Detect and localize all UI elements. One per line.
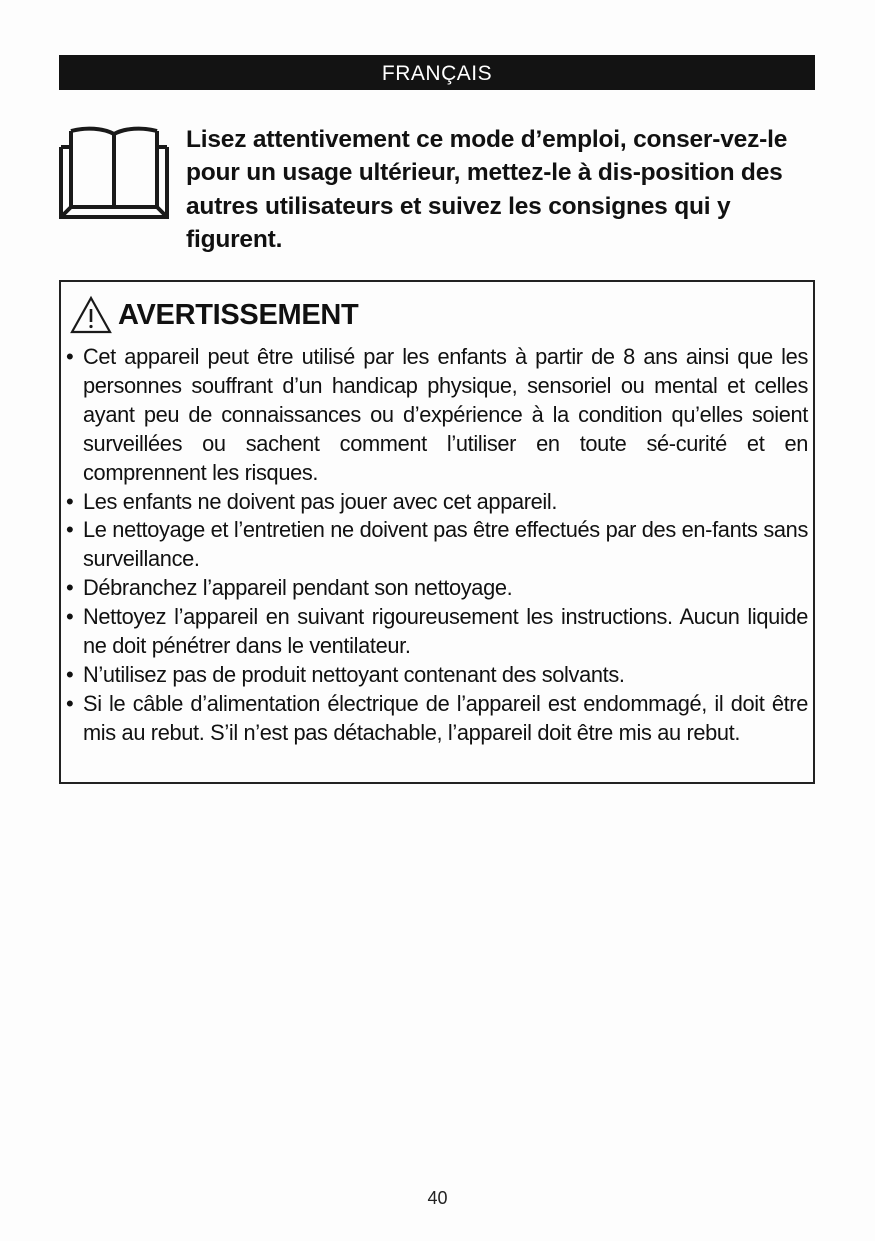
warning-item-text: Les enfants ne doivent pas jouer avec cet appareil. [83,488,558,514]
warning-triangle-icon [69,295,113,335]
bullet: • [66,488,74,514]
language-header: FRANÇAIS [59,55,815,90]
warning-item-text: Si le câble d’alimentation électrique de l’appareil est endommagé, il doit être mis au rebut. S’il n’est pas détachable, l’appareil doit être mis au rebut. [83,690,808,745]
warning-item-text: Cet appareil peut être utilisé par les enfants à partir de 8 ans ainsi que les personnes souffrant d’un handicap physique, sensoriel ou mental et celles ayant peu de connaissances ou d’expérience à la condition qu’elles soient surveillées ou sachent comment l’utiliser en toute sé-curité et en comprennent les risques. [83,344,808,485]
bullet: • [66,344,74,369]
list-item [66,343,808,488]
list-item [66,516,808,574]
page-number: 40 [427,1188,448,1208]
warning-box [59,280,815,784]
warning-item-text: Débranchez l’appareil pendant son nettoyage. [83,575,513,601]
warning-title: AVERTISSEMENT [118,298,359,331]
bullet: • [66,575,74,601]
warning-heading [69,292,358,338]
open-book-icon [58,125,170,221]
warning-item-text: N’utilisez pas de produit nettoyant contenant des solvants. [83,661,625,687]
list-item [66,603,808,661]
warning-item-text: Le nettoyage et l’entretien ne doivent pas être effectués par des en-fants sans surveillance. [83,517,808,572]
bullet: • [66,690,74,716]
bullet: • [66,661,74,687]
list-item [66,690,808,748]
warning-item-text: Nettoyez l’appareil en suivant rigoureusement les instructions. Aucun liquide ne doit pénétrer dans le ventilateur. [83,604,808,659]
bullet: • [66,517,74,543]
warning-list [66,343,808,748]
bullet: • [66,604,74,630]
list-item [66,574,808,603]
list-item [66,488,808,517]
list-item [66,661,808,690]
intro-instructions: Lisez attentivement ce mode d’emploi, conser-vez-le pour un usage ultérieur, mettez-le à dis-position des autres utilisateurs et suivez les consignes qui y figurent. [186,126,788,253]
